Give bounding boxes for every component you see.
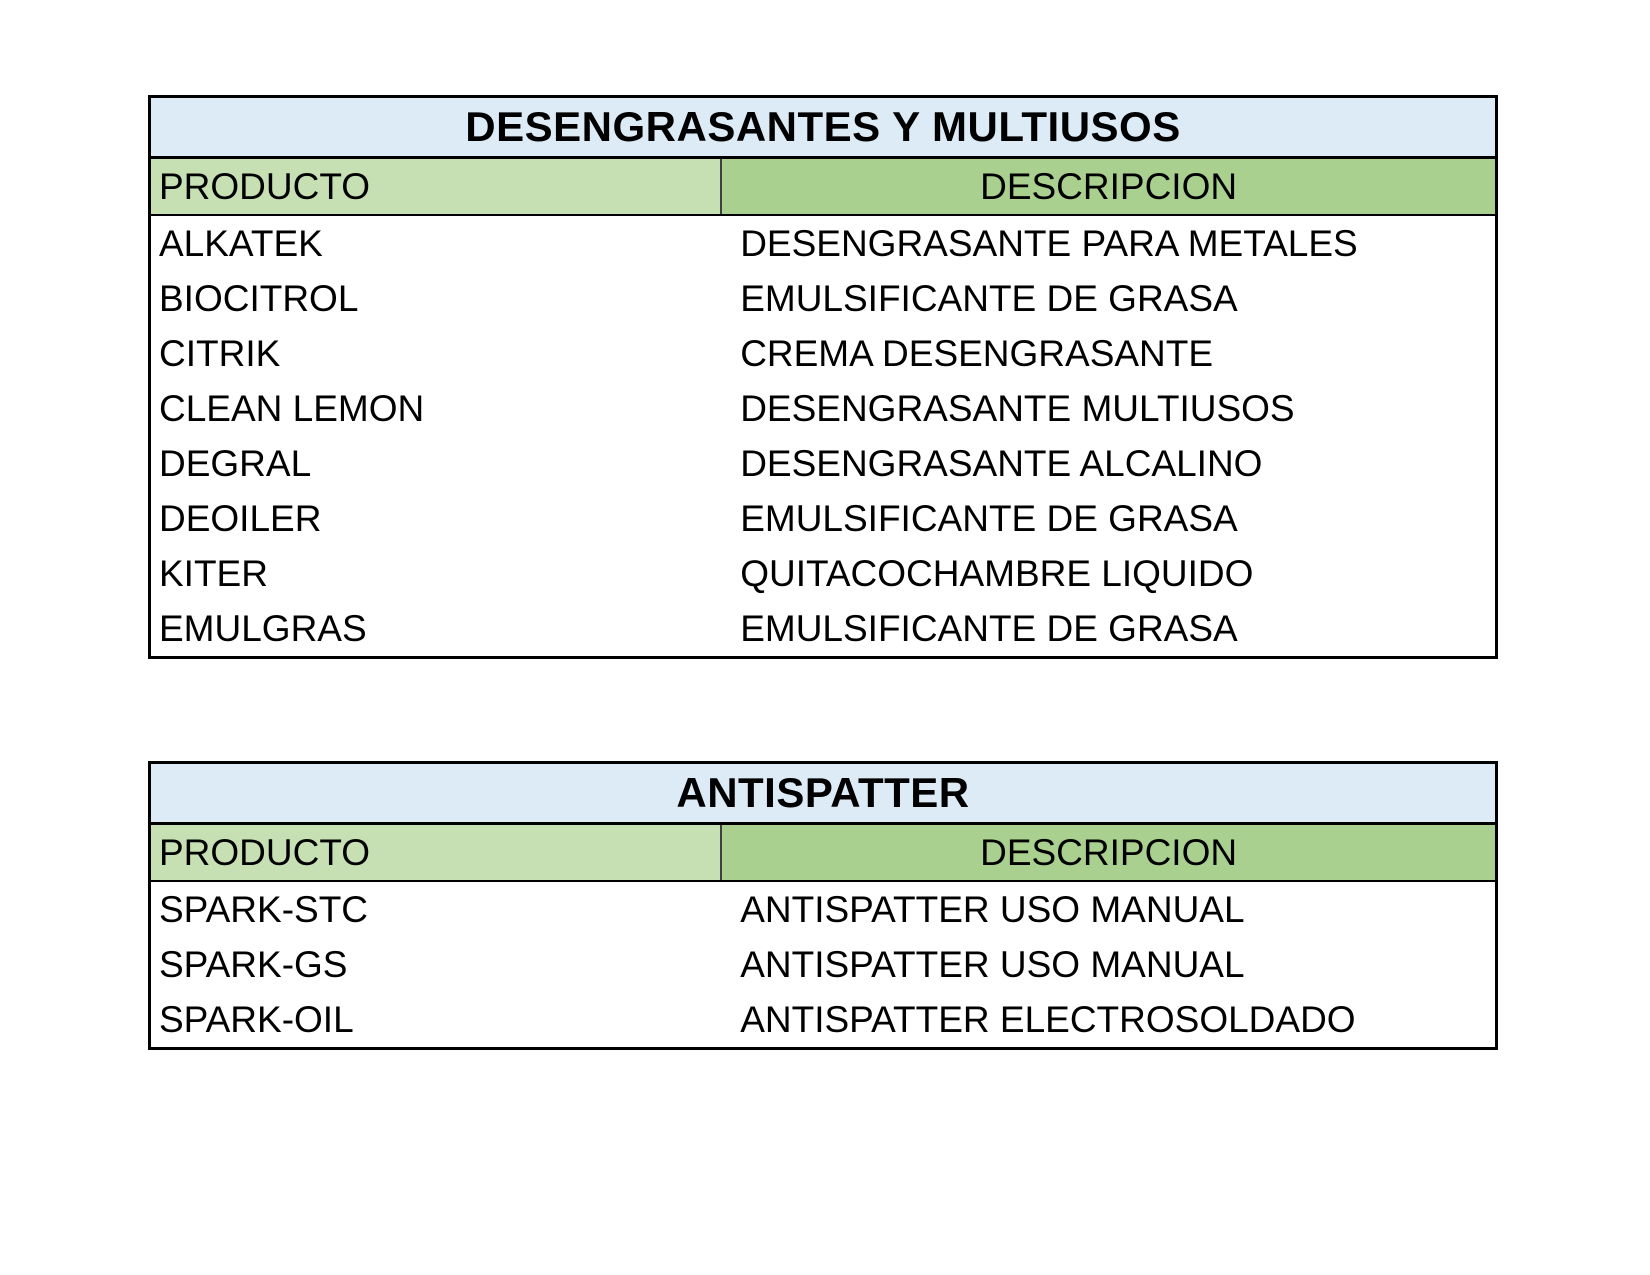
description-cell: DESENGRASANTE PARA METALES (740, 222, 1358, 264)
product-cell: DEOILER (159, 497, 322, 539)
table-row (151, 326, 1495, 381)
table-row (151, 882, 1495, 937)
column-header-producto: PRODUCTO (151, 159, 722, 214)
product-table-antispatter (148, 761, 1498, 1050)
description-cell: DESENGRASANTE ALCALINO (740, 442, 1263, 484)
description-cell: CREMA DESENGRASANTE (740, 332, 1214, 374)
product-table-desengrasantes (148, 95, 1498, 659)
product-cell: DEGRAL (159, 442, 312, 484)
table-row (151, 381, 1495, 436)
description-cell: EMULSIFICANTE DE GRASA (740, 497, 1238, 539)
table-row (151, 546, 1495, 601)
table-row (151, 937, 1495, 992)
table-row (151, 436, 1495, 491)
table-row (151, 601, 1495, 656)
product-cell: EMULGRAS (159, 607, 367, 649)
table-body (151, 216, 1495, 656)
product-cell: SPARK-STC (159, 888, 369, 930)
table-row (151, 491, 1495, 546)
table-row (151, 216, 1495, 271)
table-header-row (151, 825, 1495, 882)
column-header-producto: PRODUCTO (151, 825, 722, 880)
product-cell: ALKATEK (159, 222, 323, 264)
table-body (151, 882, 1495, 1047)
product-cell: CITRIK (159, 332, 281, 374)
description-cell: QUITACOCHAMBRE LIQUIDO (740, 552, 1254, 594)
table-row (151, 992, 1495, 1047)
product-cell: SPARK-GS (159, 943, 348, 985)
table-title: ANTISPATTER (151, 764, 1495, 825)
table-title: DESENGRASANTES Y MULTIUSOS (151, 98, 1495, 159)
product-cell: CLEAN LEMON (159, 387, 425, 429)
table-row (151, 271, 1495, 326)
description-cell: EMULSIFICANTE DE GRASA (740, 607, 1238, 649)
product-cell: KITER (159, 552, 268, 594)
table-header-row (151, 159, 1495, 216)
column-header-descripcion: DESCRIPCION (722, 159, 1495, 214)
column-header-descripcion: DESCRIPCION (722, 825, 1495, 880)
description-cell: ANTISPATTER USO MANUAL (740, 888, 1245, 930)
description-cell: EMULSIFICANTE DE GRASA (740, 277, 1238, 319)
description-cell: ANTISPATTER USO MANUAL (740, 943, 1245, 985)
description-cell: DESENGRASANTE MULTIUSOS (740, 387, 1295, 429)
product-cell: SPARK-OIL (159, 998, 354, 1040)
product-cell: BIOCITROL (159, 277, 359, 319)
description-cell: ANTISPATTER ELECTROSOLDADO (740, 998, 1356, 1040)
